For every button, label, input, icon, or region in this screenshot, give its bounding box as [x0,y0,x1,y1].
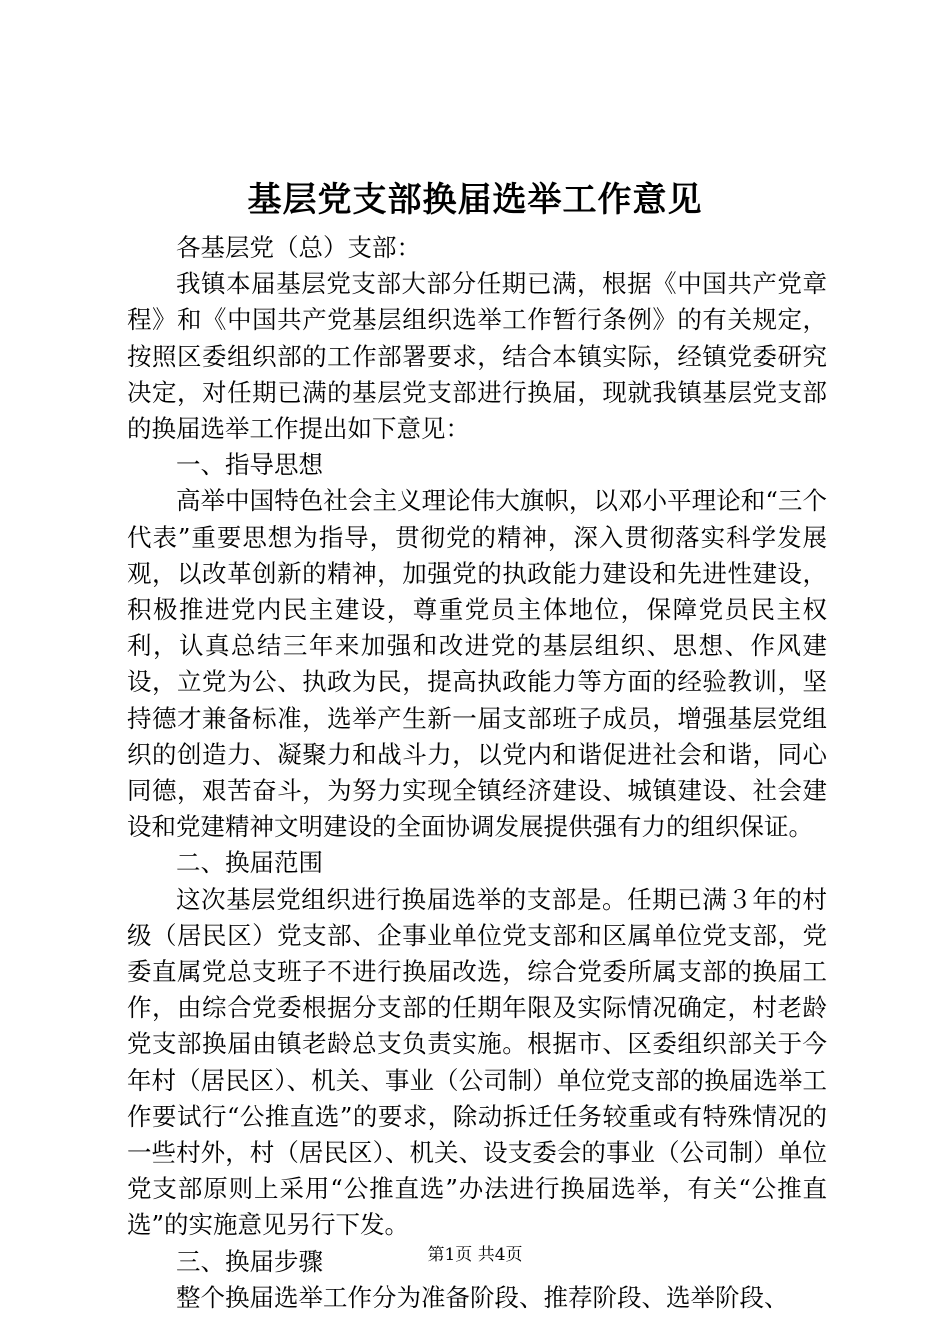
document-body [127,230,827,1316]
section-heading-election-scope: 二、换届范围 [176,848,323,878]
election-scope-paragraph: 这次基层党组织进行换届选举的支部是。任期已满３年的村级（居民区）党支部、企事业单位党支部和区属单位党支部，党委直属党总支班子不进行换届改选，综合党委所属支部的换届工作，由综合党委根据分支部的任期年限及实际情况确定，村老龄党支部换届由镇老龄总支负责实施。根据市、区委组织部关于今年村（居民区）、机关、事业（公司制）单位党支部的换届选举工作要试行“公推直选”的要求，除动拆迁任务较重或有特殊情况的一些村外，村（居民区）、机关、设支委会的事业（公司制）单位党支部原则上采用“公推直选”办法进行换届选举，有关“公推直选”的实施意见另行下发。 [127,884,827,1240]
section-heading-election-steps: 三、换届步骤 [176,1246,323,1276]
salutation: 各基层党（总）支部： [176,233,421,262]
section-heading-guiding-thought: 一、指导思想 [176,450,323,480]
election-steps-paragraph: 整个换届选举工作分为准备阶段、推荐阶段、选举阶段、 [176,1282,789,1312]
page-number-footer: 第1页 共4页 [427,1245,523,1265]
intro-paragraph: 我镇本届基层党支部大部分任期已满，根据《中国共产党章程》和《中国共产党基层组织选举工作暂行条例》的有关规定，按照区委组织部的工作部署要求，结合本镇实际，经镇党委研究决定，对任期已满的基层党支部进行换届，现就我镇基层党支部的换届选举工作提出如下意见： [127,269,827,444]
document-title: 基层党支部换届选举工作意见 [247,180,703,220]
guiding-thought-paragraph: 高举中国特色社会主义理论伟大旗帜，以邓小平理论和“三个代表”重要思想为指导，贯彻党的精神，深入贯彻落实科学发展观，以改革创新的精神，加强党的执政能力建设和先进性建设，积极推进党内民主建设，尊重党员主体地位，保障党员民主权利，认真总结三年来加强和改进党的基层组织、思想、作风建设，立党为公、执政为民，提高执政能力等方面的经验教训，坚持德才兼备标准，选举产生新一届支部班子成员，增强基层党组织的创造力、凝聚力和战斗力，以党内和谐促进社会和谐，同心同德，艰苦奋斗，为努力实现全镇经济建设、城镇建设、社会建设和党建精神文明建设的全面协调发展提供强有力的组织保证。 [127,486,827,842]
